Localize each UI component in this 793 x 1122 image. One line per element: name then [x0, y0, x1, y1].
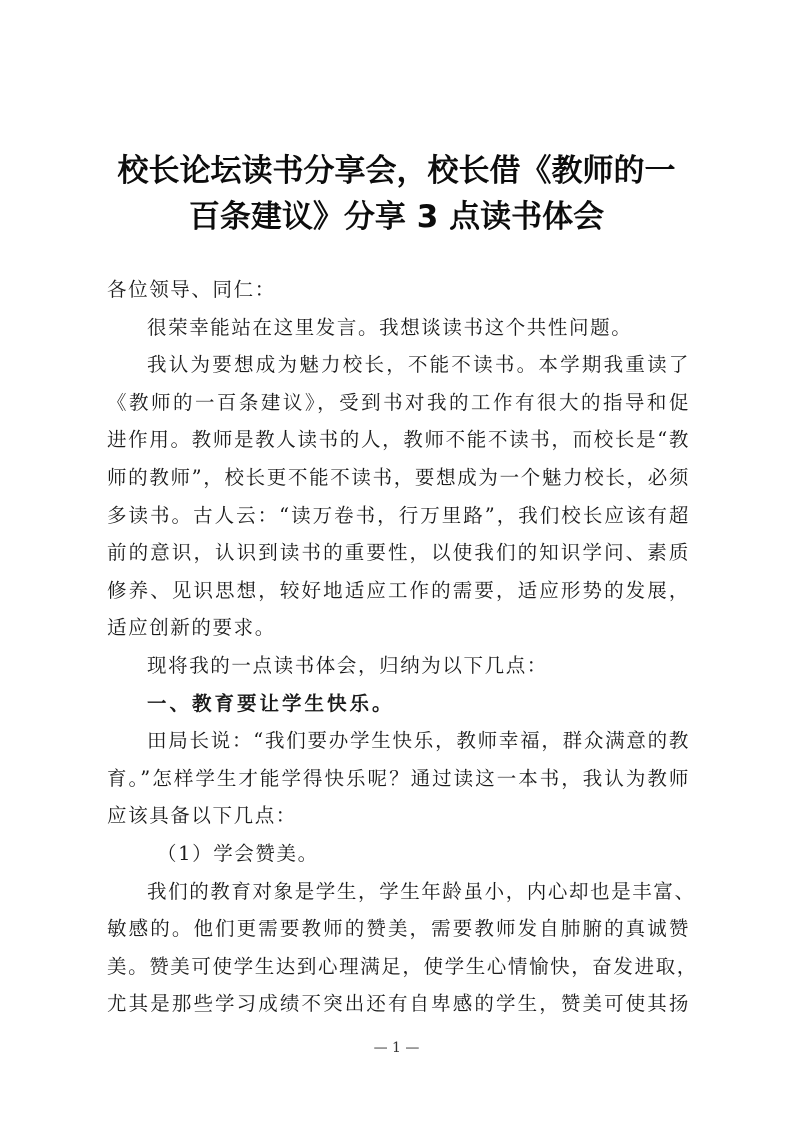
document-title [90, 148, 703, 240]
body-text-line: 尤其是那些学习成绩不突出还有自卑感的学生，赞美可使其扬 [107, 992, 690, 1016]
body-text-line: 修养、见识思想，较好地适应工作的需要，适应形势的发展， [107, 578, 690, 602]
body-text-line: 各位领导、同仁： [107, 278, 276, 301]
section-heading: 一、教育要让学生快乐。 [147, 691, 395, 715]
body-text-line: 育。”怎样学生才能学得快乐呢？通过读这一本书，我认为教师 [107, 766, 690, 790]
body-text-line: 敏感的。他们更需要教师的赞美，需要教师发自肺腑的真诚赞 [107, 917, 690, 941]
body-text-line: 很荣幸能站在这里发言。我想谈读书这个共性问题。 [147, 315, 633, 339]
body-text-line: 适应创新的要求。 [107, 616, 276, 640]
body-text-line: 田局长说：“我们要办学生快乐，教师幸福，群众满意的教 [147, 729, 690, 753]
body-text-line: 《教师的一百条建议》，受到书对我的工作有很大的指导和促 [107, 390, 690, 414]
body-text-line: 应该具备以下几点： [107, 804, 297, 828]
title-line-1: 校长论坛读书分享会，校长借《教师的一 [117, 153, 676, 189]
document-body [107, 271, 698, 1023]
body-text-line: 我认为要想成为魅力校长，不能不读书。本学期我重读了 [147, 353, 690, 377]
page-number: — 1 — [373, 1040, 420, 1056]
body-text-line: 师的教师”，校长更不能不读书，要想成为一个魅力校长，必须 [107, 465, 690, 489]
body-text-line: 前的意识，认识到读书的重要性，以使我们的知识学问、素质 [107, 541, 690, 565]
body-text-line: （1）学会赞美。 [157, 841, 319, 865]
body-text-line: 进作用。教师是教人读书的人，教师不能不读书，而校长是“教 [107, 428, 690, 452]
body-text-line: 我们的教育对象是学生，学生年龄虽小，内心却也是丰富、 [147, 879, 696, 903]
body-text-line: 多读书。古人云：“读万卷书，行万里路”，我们校长应该有超 [107, 503, 690, 527]
body-text-line: 现将我的一点读书体会，归纳为以下几点： [147, 653, 548, 677]
title-line-2: 百条建议》分享 3 点读书体会 [188, 199, 605, 235]
body-text-line: 美。赞美可使学生达到心理满足，使学生心情愉快，奋发进取， [107, 954, 698, 978]
